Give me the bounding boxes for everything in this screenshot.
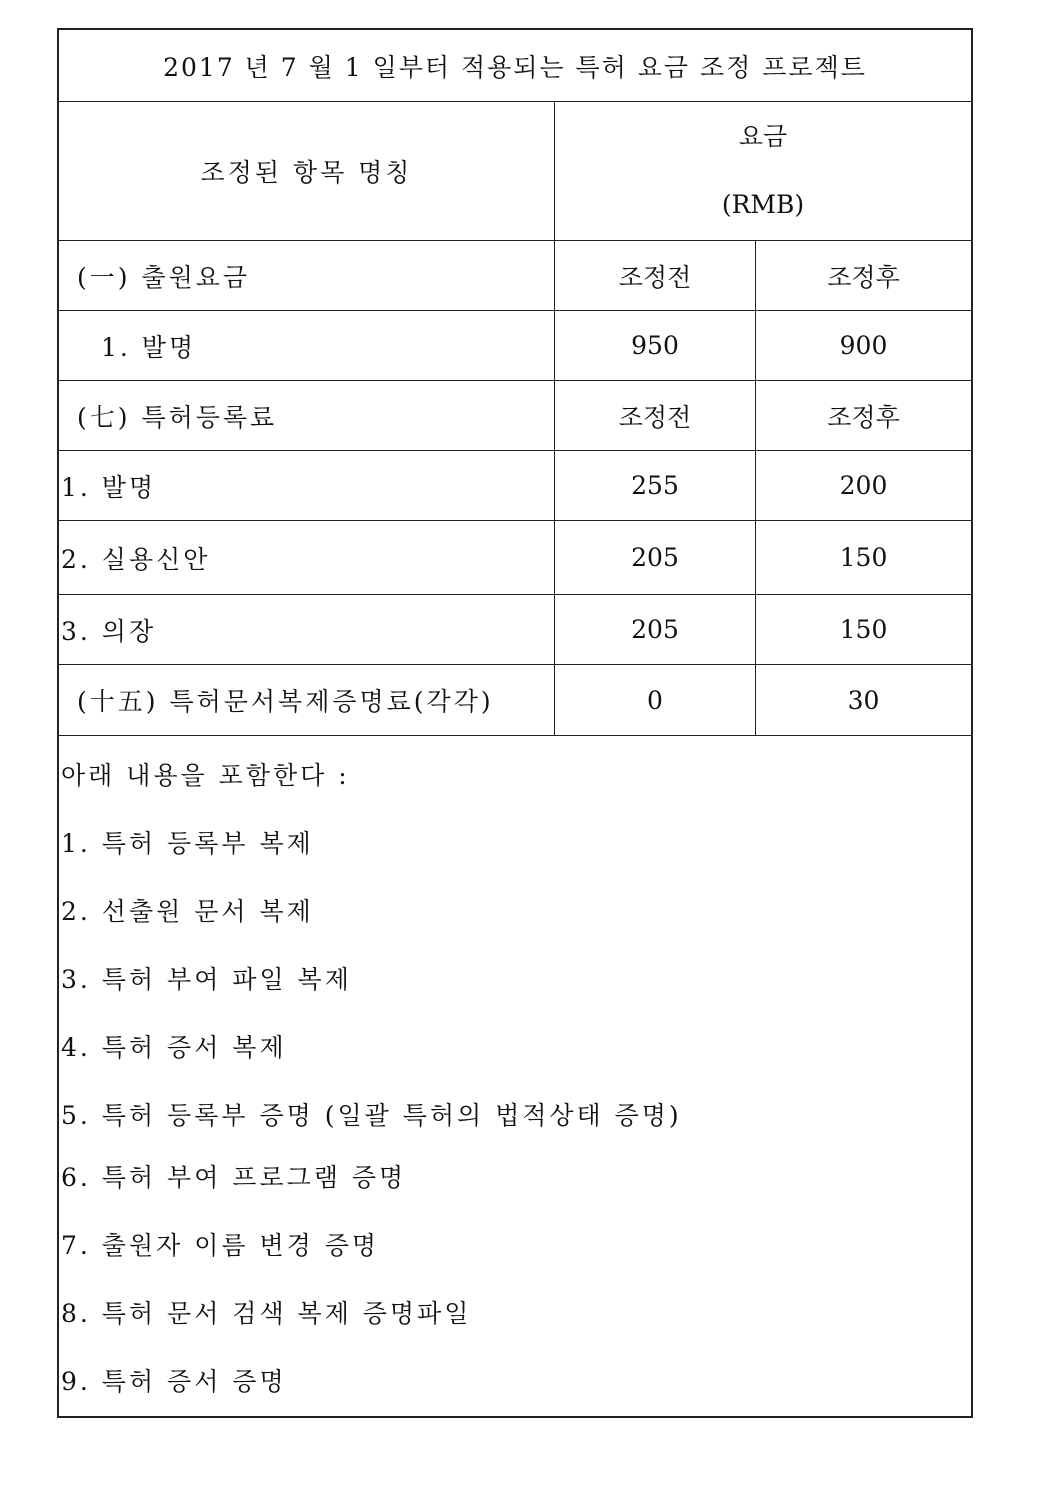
table-row xyxy=(59,521,971,595)
notes-intro: 아래 내용을 포함한다 : xyxy=(61,761,350,790)
note-item: 1. 특허 등록부 복제 xyxy=(61,829,314,858)
row-after: 200 xyxy=(839,471,888,500)
table-row xyxy=(59,311,971,381)
row-after: 900 xyxy=(839,331,888,360)
row-after: 조정후 xyxy=(827,262,900,292)
row-after: 150 xyxy=(839,543,888,572)
table-row xyxy=(59,665,971,736)
row-before: 0 xyxy=(555,665,756,735)
row-name: (十五) 특허문서복제증명료(각각) xyxy=(59,665,555,735)
fee-label: 요금 xyxy=(738,122,788,151)
row-before: 205 xyxy=(555,595,756,664)
note-item: 7. 출원자 이름 변경 증명 xyxy=(61,1231,379,1260)
item-name-header: 조정된 항목 명칭 xyxy=(59,102,555,240)
row-before: 조정전 xyxy=(555,381,756,450)
note-item: 5. 특허 등록부 증명 (일괄 특허의 법적상태 증명) xyxy=(61,1101,682,1130)
row-before: 205 xyxy=(555,521,756,594)
row-name: 2. 실용신안 xyxy=(59,521,555,594)
table-title: 2017 년 7 월 1 일부터 적용되는 특허 요금 조정 프로젝트 xyxy=(163,52,867,82)
note-item: 2. 선출원 문서 복제 xyxy=(61,897,314,926)
table-row xyxy=(59,241,971,311)
table-row xyxy=(59,451,971,521)
fee-adjustment-table xyxy=(57,28,973,1418)
title-row xyxy=(59,30,971,102)
table-row xyxy=(59,595,971,665)
table-row xyxy=(59,381,971,451)
header-row xyxy=(59,102,971,241)
note-item: 8. 특허 문서 검색 복제 증명파일 xyxy=(61,1299,472,1328)
note-item: 3. 특허 부여 파일 복제 xyxy=(61,965,352,994)
fee-header xyxy=(555,102,971,240)
row-before: 조정전 xyxy=(555,241,756,310)
row-after: 30 xyxy=(847,685,880,715)
note-item: 9. 특허 증서 증명 xyxy=(61,1367,287,1396)
row-name: 1. 발명 xyxy=(59,451,555,520)
row-before: 255 xyxy=(555,451,756,520)
row-after: 조정후 xyxy=(827,402,900,432)
row-before: 950 xyxy=(555,311,756,380)
note-item: 4. 특허 증서 복제 xyxy=(61,1033,287,1062)
row-name: 3. 의장 xyxy=(59,595,555,664)
row-after: 150 xyxy=(839,615,888,644)
row-name: 1. 발명 xyxy=(59,311,555,380)
row-name: (七) 특허등록료 xyxy=(59,381,555,450)
row-name: (一) 출원요금 xyxy=(59,241,555,310)
fee-unit: (RMB) xyxy=(721,190,805,219)
note-item: 6. 특허 부여 프로그램 증명 xyxy=(61,1163,407,1192)
